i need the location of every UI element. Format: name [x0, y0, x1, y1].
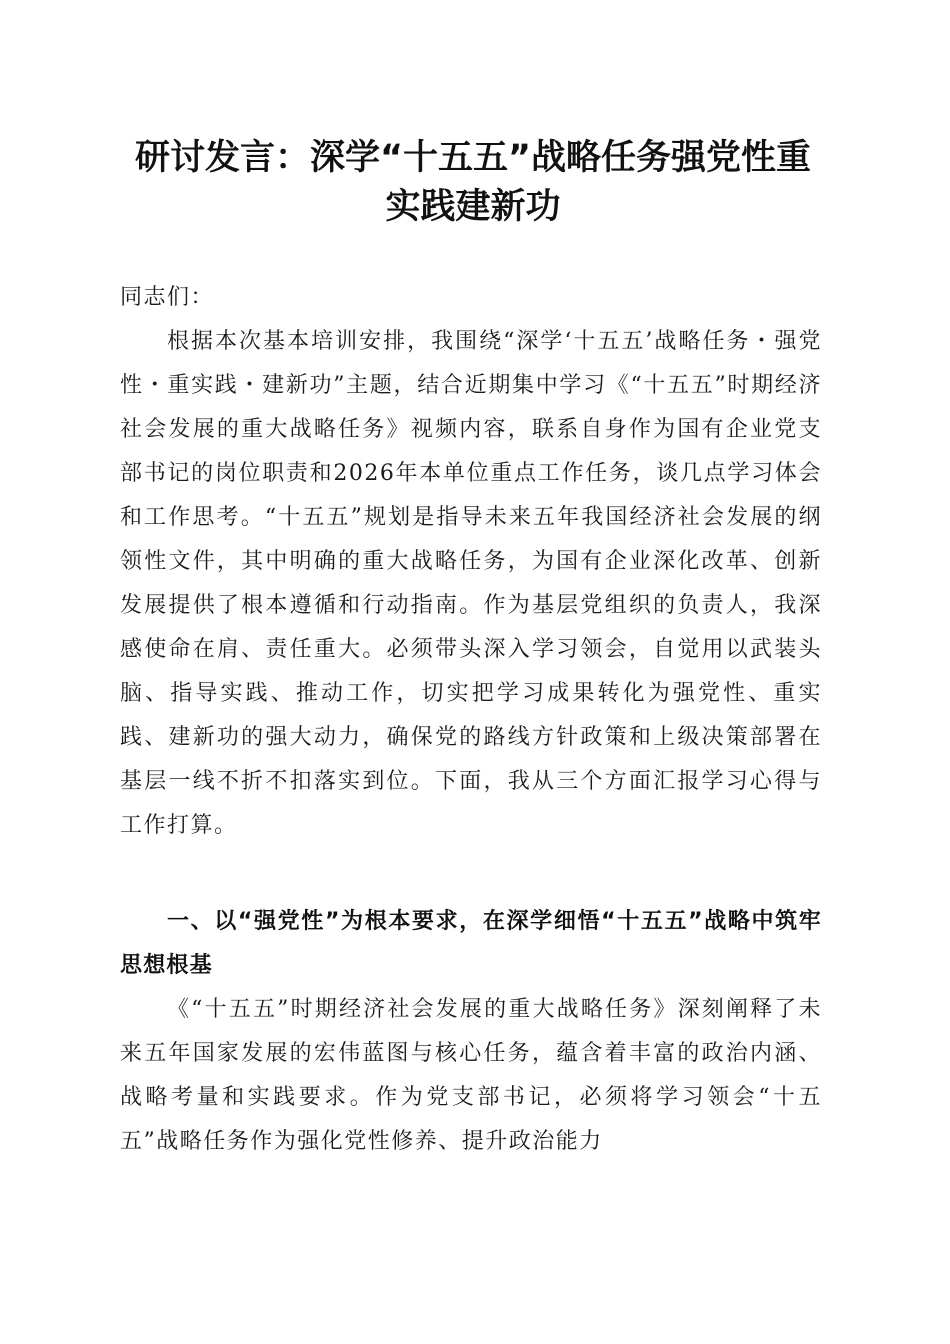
- paragraph-section-1: 《“十五五”时期经济社会发展的重大战略任务》深刻阐释了未来五年国家发展的宏伟蓝图与核心任务，蕴含着丰富的政治内涵、战略考量和实践要求。作为党支部书记，必须将学习领会“十五五”战略任务作为强化党性修养、提升政治能力: [120, 997, 822, 1154]
- salutation: 同志们：: [120, 285, 215, 310]
- title-line-1: 研讨发言：深学“十五五”战略任务强党性重: [134, 138, 811, 178]
- document-title: [118, 134, 828, 232]
- section-heading-1: 一、以“强党性”为根本要求，在深学细悟“十五五”战略中筑牢思想根基: [120, 909, 822, 978]
- paragraph-intro: 根据本次基本培训安排，我围绕“深学‘十五五’战略任务・强党性・重实践・建新功”主题，结合近期集中学习《“十五五”时期经济社会发展的重大战略任务》视频内容，联系自身作为国有企业党支部书记的岗位职责和2026年本单位重点工作任务，谈几点学习体会和工作思考。“十五五”规划是指导未来五年我国经济社会发展的纲领性文件，其中明确的重大战略任务，为国有企业深化改革、创新发展提供了根本遵循和行动指南。作为基层党组织的负责人，我深感使命在肩、责任重大。必须带头深入学习领会，自觉用以武装头脑、指导实践、推动工作，切实把学习成果转化为强党性、重实践、建新功的强大动力，确保党的路线方针政策和上级决策部署在基层一线不折不扣落实到位。下面，我从三个方面汇报学习心得与工作打算。: [120, 329, 822, 838]
- title-line-2: 实践建新功: [385, 187, 561, 227]
